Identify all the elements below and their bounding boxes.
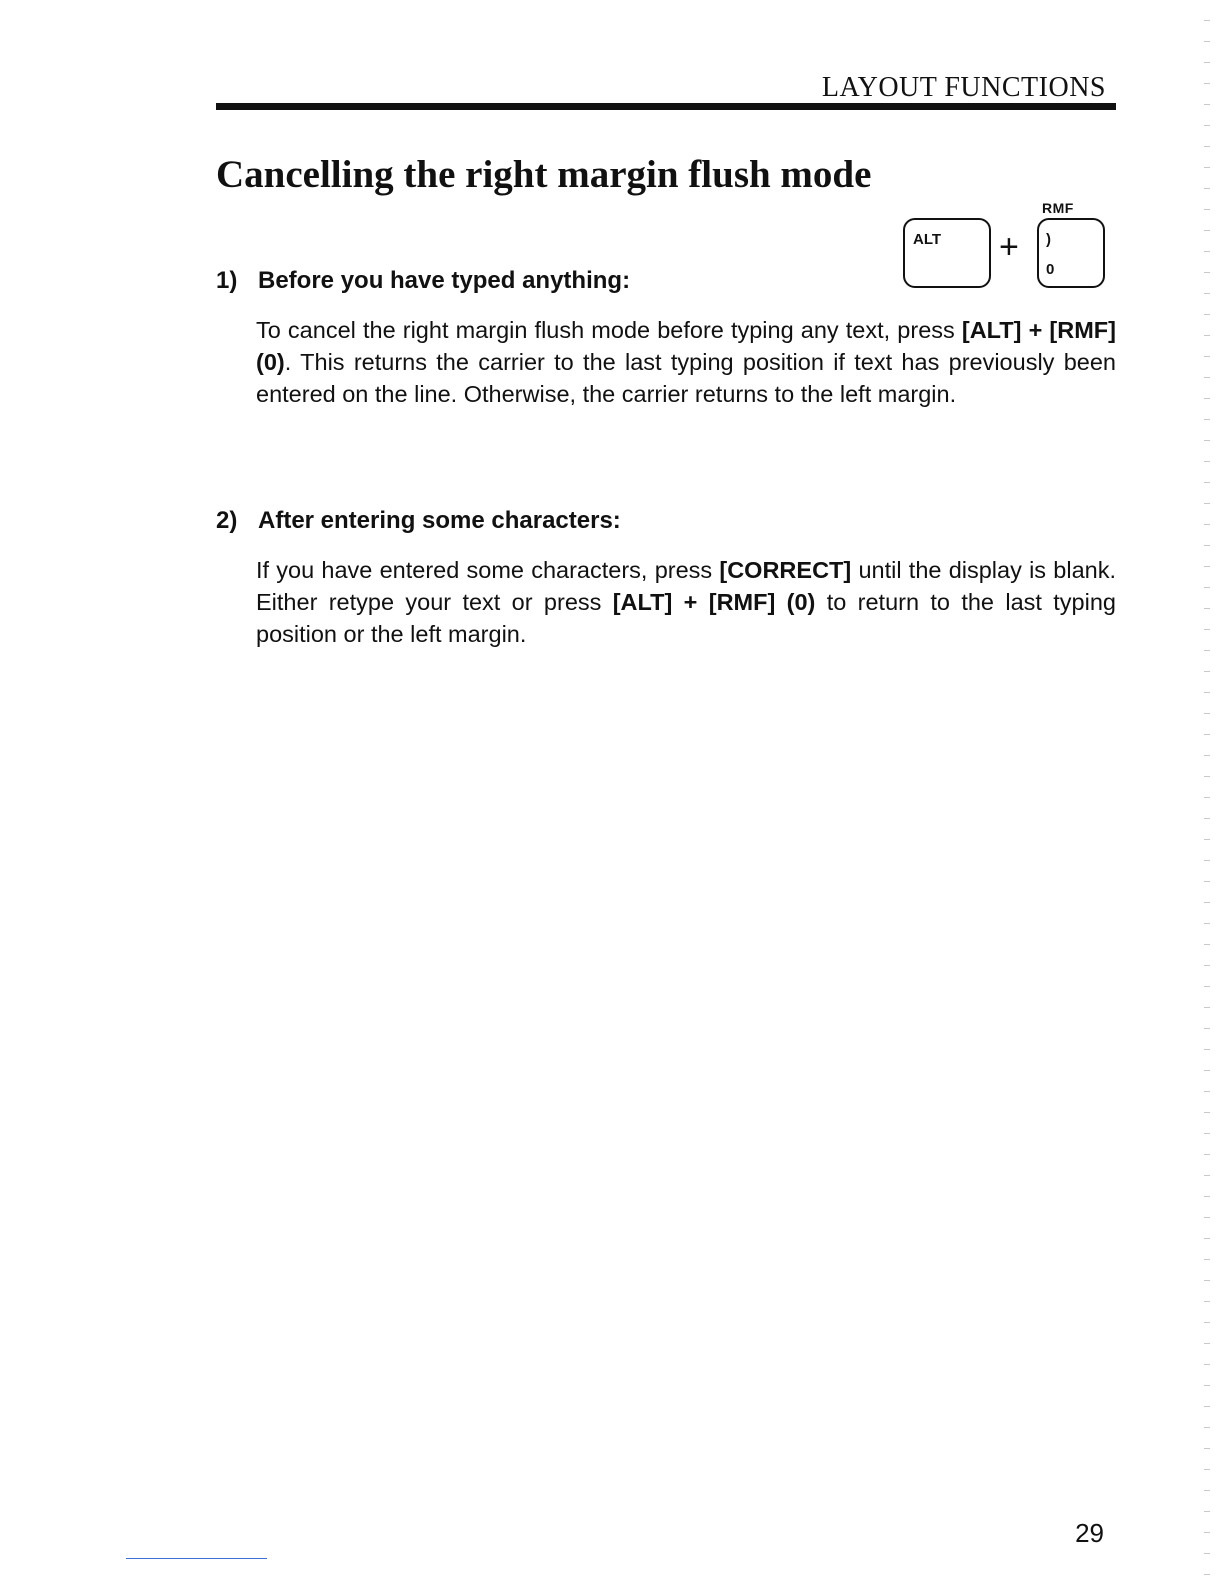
body-key-reference: [CORRECT] [719,557,852,583]
item-number: 2) [216,507,238,534]
page-edge-ticks [1204,0,1210,1584]
section-title: Cancelling the right margin flush mode [216,153,872,196]
zero-key-icon [1037,218,1105,288]
alt-key-label: ALT [913,231,942,248]
header-rule [216,103,1116,110]
body-key-reference: [ALT] + [RMF] (0) [612,589,816,615]
alt-key-icon [903,218,991,288]
plus-sign: + [999,228,1019,266]
item-body-paragraph [256,314,1116,410]
body-text-run: to return to the last typing position or the left margin. [256,589,1116,647]
page-header-title: LAYOUT FUNCTIONS [821,72,1106,103]
body-key-reference: [ALT] + [RMF] (0) [256,317,1116,375]
body-text-run: If you have entered some characters, press [256,557,720,583]
item-heading [216,267,630,295]
item-heading-text: After entering some characters: [258,507,621,534]
page-number: 29 [1075,1518,1104,1548]
key-combo-diagram [900,198,1110,298]
body-text-run: until the display is blank. Either retype your text or press [256,557,1116,615]
footer-rule [126,1558,267,1559]
body-text-run: . This returns the carrier to the last typing position if text has previously been entered on the line. Otherwise, the carrier returns to the left margin. [256,349,1116,407]
rmf-key-label: RMF [1042,200,1074,216]
item-heading [216,507,621,535]
body-text-run: To cancel the right margin flush mode before typing any text, press [256,317,962,343]
item-heading-text: Before you have typed anything: [258,267,631,294]
item-body-paragraph [256,554,1116,650]
item-number: 1) [216,267,238,294]
zero-key-shift-label: ) [1046,231,1051,248]
zero-key-label: 0 [1046,261,1055,278]
